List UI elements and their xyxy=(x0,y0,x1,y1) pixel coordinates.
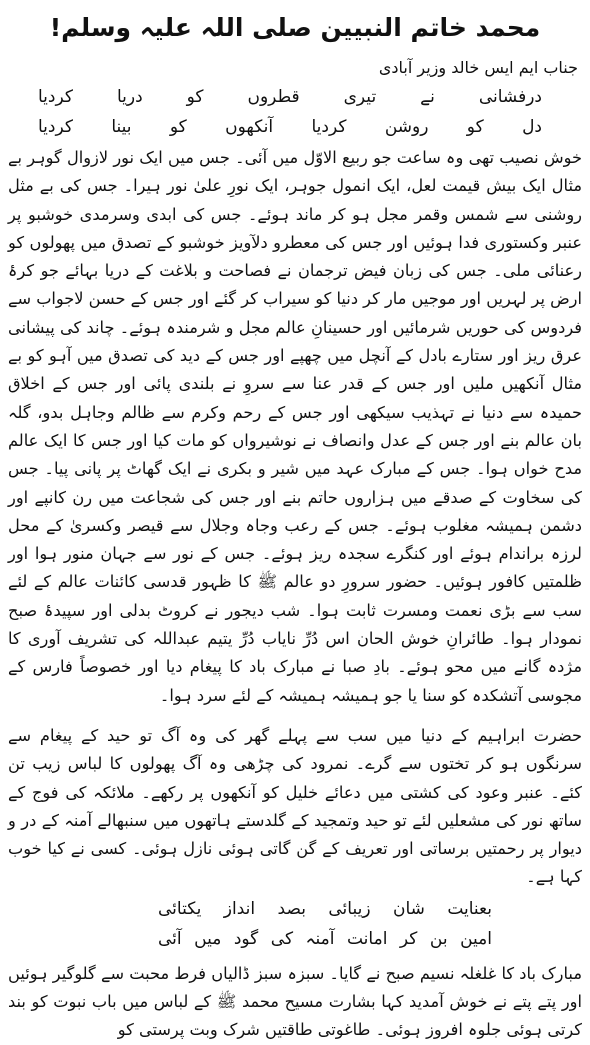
article-title: محمد خاتم النبیین صلی اللہ علیہ وسلم! xyxy=(49,13,541,42)
verse-line: امین بن کر امانت آمنہ کی گود میں آئی xyxy=(158,928,492,949)
body-paragraph: خوش نصیب تھی وہ ساعت جو ربیع الاوّل میں آئی۔ جس میں ایک نور لازوال گوہر بے مثال ایک بیش قیمت لعل، ایک انمول جوہر، ایک نورِ علیٰ نور ہیرا۔ جس کی بے مثل روشنی سے شمس وقمر مجل ہو کر ماند ہوئے۔ جس کی ابدی وسرمدی خوشبو پر عنبر وکستوری فدا ہوئیں اور جس کی معطرو دلآویز خوشبو کے تصدق میں پھولوں کو رعنائی ملی۔ جس کی زبان فیض ترجمان نے فصاحت و بلاغت کے دریا بہائے جو کرۂ ارض پر لہریں اور موجیں مار کر دنیا کو سیراب کر گئے اور جس کے حسن لاجواب سے فردوس کی حوریں شرمائیں اور حسینانِ عالم مجل و شرمندہ ہوئے۔ چاند کی پیشانی عرق ریز اور ستارے بادل کے آنچل میں چھپے اور جس کے دید کی تصدق میں آہو کو بے مثال آنکھیں ملیں اور جس کے قدر عنا سے سروِ نے بلندی پائی اور جس کے اخلاق حمیدہ سے دنیا نے تہذیب سیکھی اور جس کے رحم وکرم سے ظالم وجاہل بدو، گلہ بان عالم بنے اور جس کے عدل وانصاف نے نوشیرواں کو مات کیا اور جس کا ایک عالم مدح خواں ہوا۔ جس کے مبارک عہد میں شیر و بکری نے ایک گھاٹ پر پانی پیا۔ جس کی سخاوت کے صدقے میں ہزاروں حاتم بنے اور جس کی شجاعت میں رن کانپے اور دشمن ہمیشہ مغلوب ہوئے۔ جس کے رعب وجاہ وجلال سے قیصر وکسریٰ کے محل لرزہ براندام ہوئے اور کنگرے سجدہ ریز ہوئے۔ جس کے نور سے جہان منور ہوا اور ظلمتیں کافور ہوئیں۔ حضور سرورِ دو عالم ﷺ کا ظہور قدسی کائنات عالم کے لئے سب سے بڑی نعمت ومسرت ثابت ہوا۔ شب دیجور نے کروٹ بدلی اور سپیدۂ صبح نمودار ہوا۔ طائرانِ خوش الحان اس دُرِّ نایاب دُرِّ یتیم عبداللہ کی تشریف آوری کا مژدہ گانے میں محو ہوئے۔ بادِ صبا نے مبارک باد کا پیغام دیا اور خصوصاً فارس کے مجوسی آتشکدہ کو سنا یا جو ہمیشہ ہمیشہ کے لئے سرد ہوا۔ xyxy=(8,148,582,705)
author-byline: جناب ایم ایس خالد وزیر آبادی xyxy=(378,58,578,77)
body-paragraph: مبارک باد کا غلغلہ نسیم صبح نے گایا۔ سبزہ سبز ڈالیاں فرط محبت سے گلوگیر ہوئیں اور پتے پتے نے خوش آمدید کہا بشارت مسیح محمد ﷺ کے لباس میں باب نبوت کو بند کرتی ہوئی جلوہ افروز ہوئی۔ طاغوتی طاقتیں شرک وبت پرستی کو xyxy=(8,963,582,1040)
body-paragraph: حضرت ابراہیم کے دنیا میں سب سے پہلے گھر کی وہ آگ تو حید کے پیغام سے سرنگوں ہو کر تختوں سے گرے۔ نمرود کی چڑھی وہ آگ پھولوں کا لباس زیب تن کئے۔ عنبر وعود کی کشتی میں دعائے خلیل کو آنکھوں پر رکھے۔ ملائکہ کی فوج کے ساتھ نور کی مشعلیں لئے تو حید وتمجید کے گلدستے ہاتھوں میں سنبھالے آمنہ کے در و دیوار پر رحمتیں برساتی اور تعریف کے گن گاتی ہوئی نازل ہوئی۔ کسی نے کیا خوب کہا ہے۔ xyxy=(8,725,582,887)
verse-line: بعنایت شان زیبائی بصد انداز یکتائی xyxy=(158,898,492,919)
verse-line: دل کو روشن کردیا آنکھوں کو بینا کردیا xyxy=(38,117,542,137)
verse-line: درفشانی نے تیری قطروں کو دریا کردیا xyxy=(38,87,542,107)
